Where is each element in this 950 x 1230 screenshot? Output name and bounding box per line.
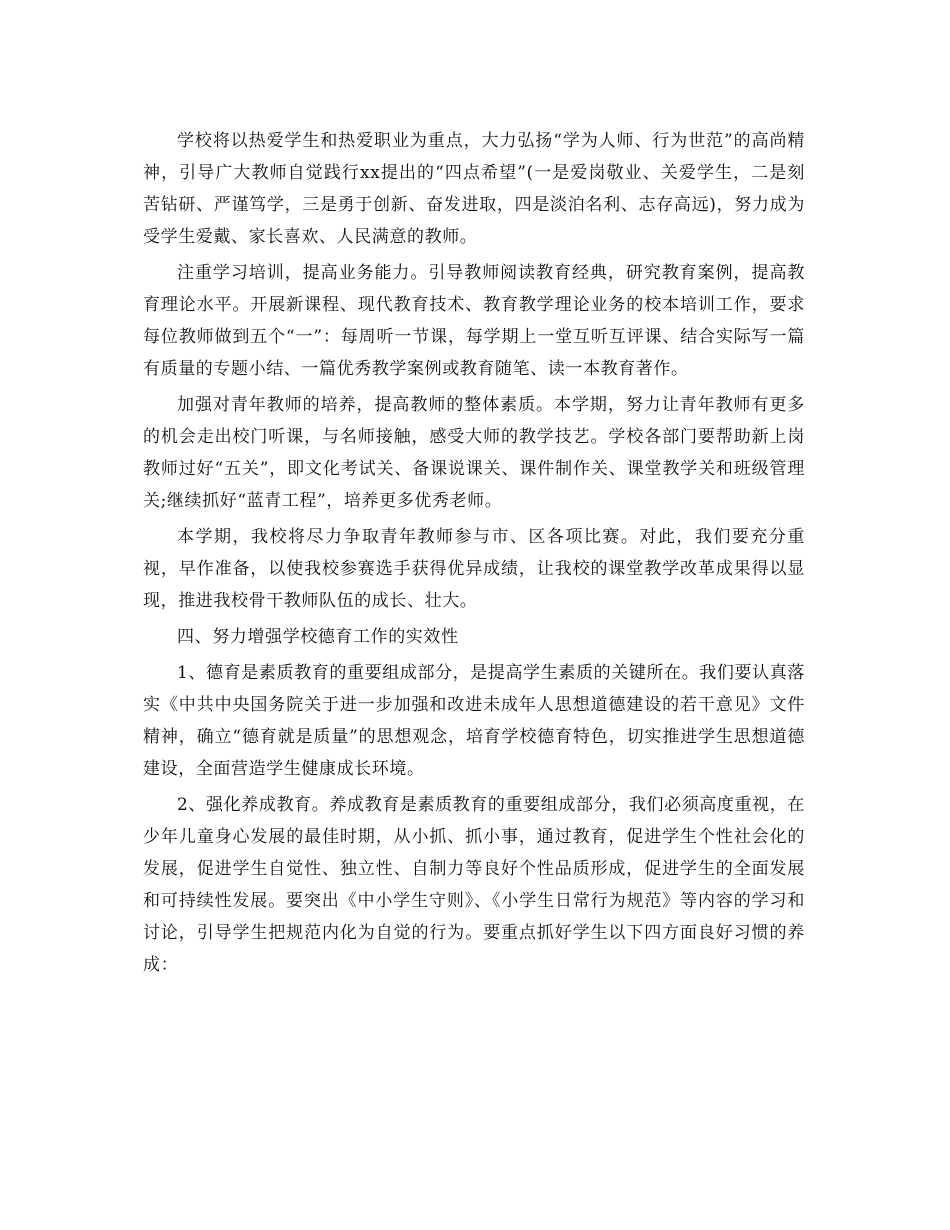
paragraph-moral-education-1: 1、德育是素质教育的重要组成部分，是提高学生素质的关键所在。我们要认真落实《中共中央国务院关于进一步加强和改进未成年人思想道德建设的若干意见》文件精神，确立“德育就是质量”的思想观念，培育学校德育特色，切实推进学生思想道德建设，全面营造学生健康成长环境。 [143, 663, 805, 779]
paragraph-study-training: 注重学习培训，提高业务能力。引导教师阅读教育经典，研究教育案例，提高教育理论水平。开展新课程、现代教育技术、教育教学理论业务的校本培训工作，要求每位教师做到五个“一”：每周听一节课，每学期上一堂互听互评课、结合实际写一篇有质量的专题小结、一篇优秀教学案例或教育随笔、读一本教育著作。 [143, 263, 805, 379]
section-heading-moral-education: 四、努力增强学校德育工作的实效性 [177, 627, 459, 647]
paragraph-habit-education-2: 2、强化养成教育。养成教育是素质教育的重要组成部分，我们必须高度重视，在少年儿童身心发展的最佳时期，从小抓、抓小事，通过教育，促进学生个性社会化的发展，促进学生自觉性、独立性、自制力等良好个性品质形成，促进学生的全面发展和可持续性发展。要突出《中小学生守则》、《小学生日常行为规范》等内容的学习和讨论，引导学生把规范内化为自觉的行为。要重点抓好学生以下四方面良好习惯的养成： [143, 795, 805, 975]
paragraph-young-teachers: 加强对青年教师的培养，提高教师的整体素质。本学期，努力让青年教师有更多的机会走出校门听课，与名师接触，感受大师的教学技艺。学校各部门要帮助新上岗教师过好“五关”，即文化考试关、备课说课关、课件制作关、课堂教学关和班级管理关;继续抓好“蓝青工程”，培养更多优秀老师。 [143, 395, 805, 511]
document-body [143, 125, 805, 985]
paragraph-teacher-ethics: 学校将以热爱学生和热爱职业为重点，大力弘扬“学为人师、行为世范”的高尚精神，引导广大教师自觉践行xx提出的“四点希望”(一是爱岗敬业、关爱学生，二是刻苦钻研、严谨笃学，三是勇于创新、奋发进取，四是淡泊名利、志存高远)，努力成为受学生爱戴、家长喜欢、人民满意的教师。 [143, 131, 805, 247]
paragraph-competitions: 本学期，我校将尽力争取青年教师参与市、区各项比赛。对此，我们要充分重视，早作准备，以使我校参赛选手获得优异成绩，让我校的课堂教学改革成果得以显现，推进我校骨干教师队伍的成长、壮大。 [143, 527, 805, 611]
